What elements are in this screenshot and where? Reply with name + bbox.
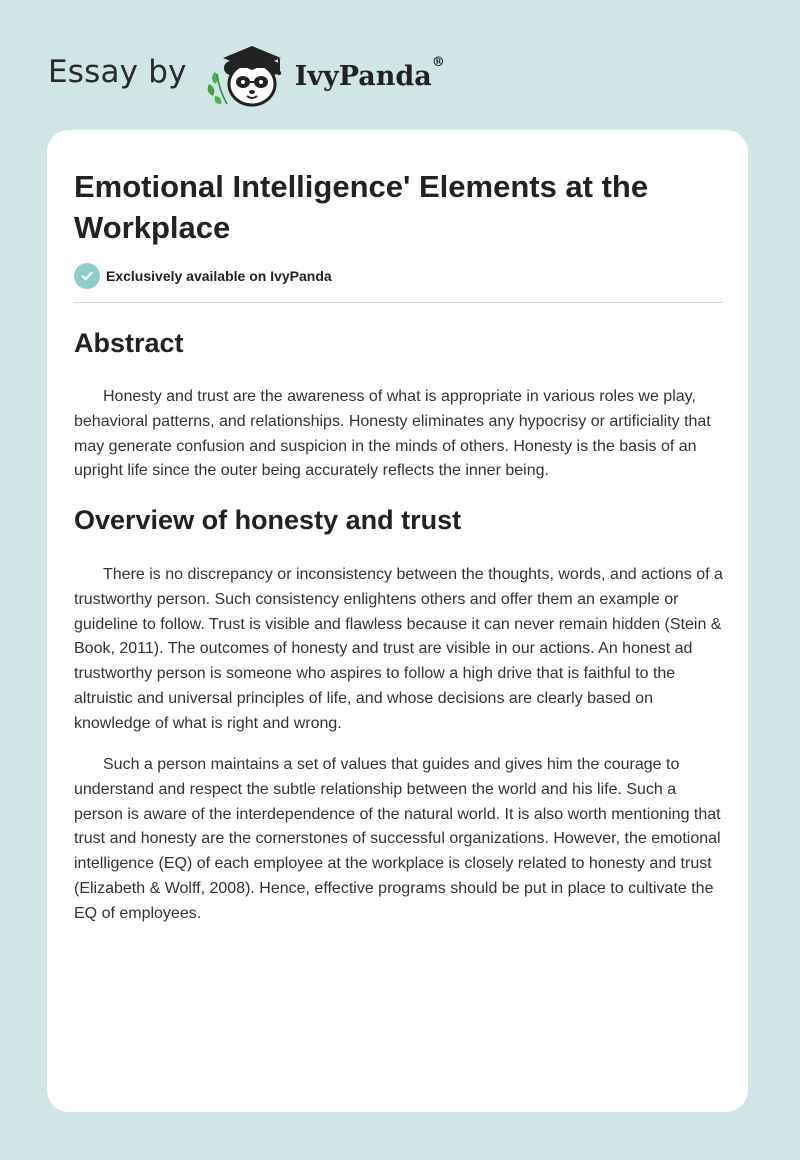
title-divider — [74, 302, 723, 303]
section-heading-overview: Overview of honesty and trust — [74, 505, 462, 535]
essay-card — [47, 130, 748, 1112]
check-icon — [74, 263, 100, 289]
paragraph: Honesty and trust are the awareness of what is appropriate in various roles we play, behavioral patterns, and relationships. Honesty eliminates any hypocrisy or artificiality that may generate confusion and suspicion in the minds of others. Honesty is the basis of an upright life since the outer being accurately reflects the inner being. — [74, 388, 711, 480]
essay-title: Emotional Intelligence' Elements at the Workplace — [74, 169, 649, 245]
panda-logo-icon — [201, 34, 293, 110]
section-heading-abstract: Abstract — [74, 328, 184, 358]
exclusive-badge — [74, 263, 332, 289]
site-header — [48, 34, 445, 110]
paragraph: There is no discrepancy or inconsistency between the thoughts, words, and actions of a trustworthy person. Such consistency enlightens others and offer them an example or guideline to follow. Trust is visible and flawless because it can never remain hidden (Stein & Book, 2011). The outcomes of honesty and trust are visible in our actions. An honest ad trustworthy person is someone who aspires to follow a high drive that is faithful to the altruistic and universal principles of life, and whose decisions are clearly based on knowledge of what is right and wrong. — [74, 566, 723, 732]
badge-text: Exclusively available on IvyPanda — [106, 268, 332, 284]
registered-mark: ® — [431, 54, 445, 70]
brand-name: IvyPanda® — [294, 54, 445, 92]
paragraph: Such a person maintains a set of values that guides and gives him the courage to understand and respect the subtle relationship between the world and his life. Such a person is aware of the interdependence of the natural world. It is also worth mentioning that trust and honesty are the cornerstones of successful organizations. However, the emotional intelligence (EQ) of each employee at the workplace is closely related to honesty and trust (Elizabeth & Wolff, 2008). Hence, effective programs should be put in place to cultivate the EQ of employees. — [74, 756, 721, 922]
essay-by-label: Essay by — [48, 54, 187, 90]
